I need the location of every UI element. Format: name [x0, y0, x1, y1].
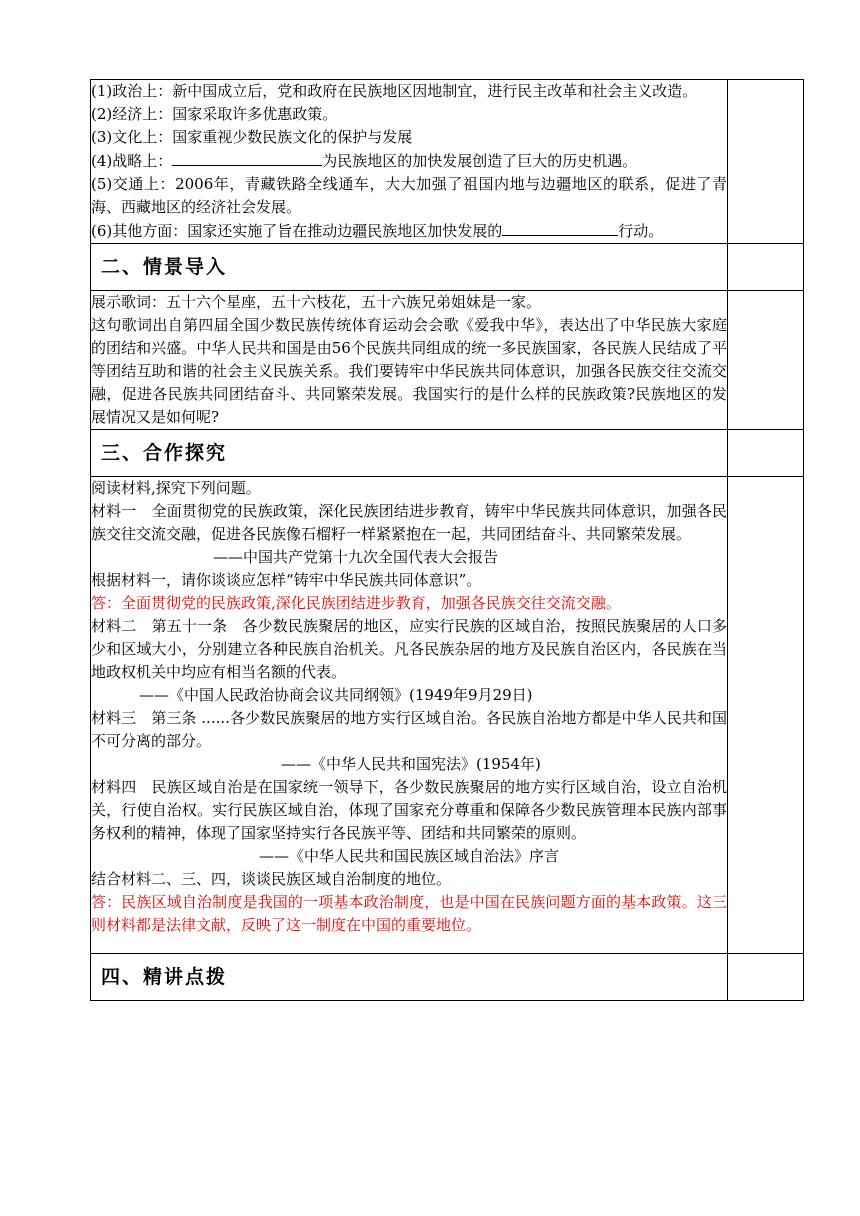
item-transport: (5)交通上：2006年，青藏铁路全线通车，大大加强了祖国内地与边疆地区的联系，促进了青海、西藏地区的经济社会发展。 — [91, 175, 727, 216]
item-politics: (1)政治上：新中国成立后，党和政府在民族地区因地制宜，进行民主改革和社会主义改造。 — [91, 82, 698, 100]
section4-heading-cell — [91, 954, 728, 1001]
material-four: 材料四 民族区域自治是在国家统一领导下，各少数民族聚居的地方实行区域自治，设立自治机关，行使自治权。实行民族区域自治，体现了国家充分尊重和保障各少数民族管理本民族内部事务权利的精神，体现了国家坚持实行各民族平等、团结和共同繁荣的原则。 — [91, 778, 727, 842]
section3-row — [91, 477, 804, 954]
answer-one: 答：全面贯彻党的民族政策,深化民族团结进步教育，加强各民族交往交流交融。 — [91, 594, 621, 612]
section3-heading-cell — [91, 430, 728, 477]
material-two: 材料二 第五十一条 各少数民族聚居的地区，应实行民族的区域自治，按照民族聚居的人口多少和区域大小，分别建立各种民族自治机关。凡各民族杂居的地方及民族自治区内，各民族在当地政权机关中均应有相当名额的代表。 — [91, 617, 727, 681]
item-strategy-pre: (4)战略上： — [91, 152, 173, 170]
section1-row — [91, 80, 804, 244]
section3-heading-row — [91, 430, 804, 477]
lesson-table — [90, 79, 804, 1001]
source-one: ——中国共产党第十九次全国代表大会报告 — [213, 548, 499, 566]
section-heading: 三、合作探究 — [101, 442, 228, 464]
section-heading: 二、情景导入 — [101, 256, 228, 278]
answer-two: 答：民族区域自治制度是我国的一项基本政治制度，也是中国在民族问题方面的基本政策。这三则材料都是法律文献，反映了这一制度在中国的重要地位。 — [91, 893, 727, 934]
item-strategy-post: 为民族地区的加快发展创造了巨大的历史机遇。 — [322, 152, 638, 170]
source-four: ——《中华人民共和国民族区域自治法》序言 — [259, 847, 560, 865]
source-three: ——《中华人民共和国宪法》(1954年) — [281, 755, 541, 773]
side-cell — [728, 244, 804, 291]
section1-content — [91, 80, 728, 244]
reading-instruction: 阅读材料,探究下列问题。 — [91, 479, 261, 497]
question-one: 根据材料一，请你谈谈应怎样“铸牢中华民族共同体意识”。 — [91, 571, 482, 589]
side-cell — [728, 430, 804, 477]
section4-heading-row — [91, 954, 804, 1001]
fill-blank-strategy[interactable] — [172, 149, 322, 166]
material-three: 材料三 第三条 ......各少数民族聚居的地方实行区域自治。各民族自治地方都是中华人民共和国不可分离的部分。 — [91, 709, 727, 750]
side-cell — [728, 291, 804, 430]
section3-content — [91, 477, 728, 954]
spacer — [91, 937, 727, 953]
section2-content — [91, 291, 728, 430]
section2-heading-cell — [91, 244, 728, 291]
item-other — [91, 219, 727, 243]
side-cell — [728, 477, 804, 954]
intro-paragraph: 这句歌词出自第四届全国少数民族传统体育运动会会歌《爱我中华》，表达出了中华民族大家庭的团结和兴盛。中华人民共和国是由56个民族共同组成的统一多民族国家，各民族人民结成了平等团结互助和谐的社会主义民族关系。我们要铸牢中华民族共同体意识，加强各民族交往交流交融，促进各民族共同团结奋斗、共同繁荣发展。我国实行的是什么样的民族政策?民族地区的发展情况又是如何呢? — [91, 316, 727, 426]
question-two: 结合材料二、三、四，谈谈民族区域自治制度的地位。 — [91, 870, 452, 888]
side-cell — [728, 954, 804, 1001]
side-cell — [728, 80, 804, 244]
section2-row — [91, 291, 804, 430]
fill-blank-action[interactable] — [502, 219, 618, 236]
item-culture: (3)文化上：国家重视少数民族文化的保护与发展 — [91, 128, 413, 146]
section-heading: 四、精讲点拨 — [101, 966, 228, 988]
item-other-pre: (6)其他方面：国家还实施了旨在推动边疆民族地区加快发展的 — [91, 222, 503, 240]
section2-heading-row — [91, 244, 804, 291]
lyrics-line: 展示歌词：五十六个星座，五十六枝花，五十六族兄弟姐妹是一家。 — [91, 293, 542, 311]
source-two: ——《中国人民政治协商会议共同纲领》(1949年9月29日) — [139, 686, 533, 704]
material-one: 材料一 全面贯彻党的民族政策，深化民族团结进步教育，铸牢中华民族共同体意识，加强各民族交往交流交融，促进各民族像石榴籽一样紧紧抱在一起，共同团结奋斗、共同繁荣发展。 — [91, 502, 727, 543]
item-strategy — [91, 149, 727, 173]
item-other-post: 行动。 — [618, 222, 664, 240]
item-economy: (2)经济上：国家采取许多优惠政策。 — [91, 105, 338, 123]
